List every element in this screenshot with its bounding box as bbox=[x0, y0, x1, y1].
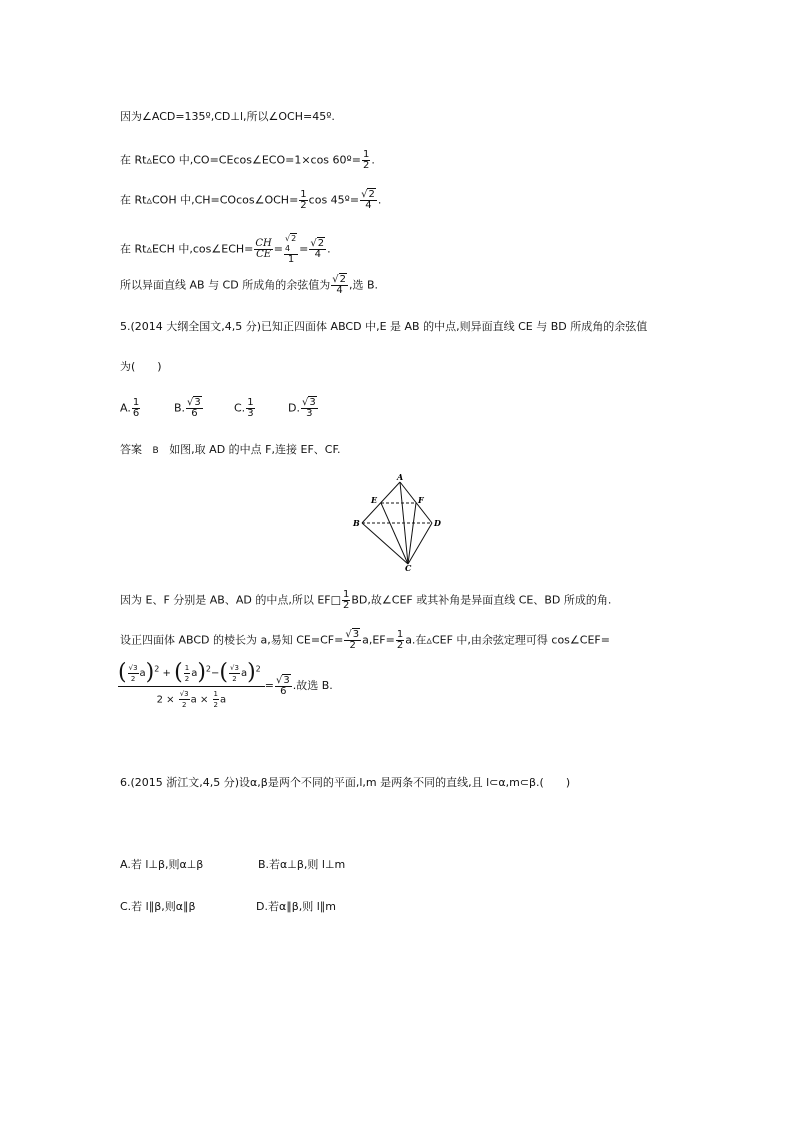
cosine-formula: ( $\frac{√3}{2}$ a)$^2$ + ( $\frac{1}{2}$ a)$^2$−( $\frac{√3}{2}$ a)$^2$ 2 × $\frac{√3}{2}$ a × $\frac{1}{2}$ a = $\frac{√3}{6}$ .故选 B. bbox=[118, 660, 333, 709]
fraction: $\frac{√2}{4}$ bbox=[332, 274, 346, 296]
text-line: 在 Rt▵COH 中,CH=COcos∠OCH= $\frac{1}{2}$ cos 45º= $\frac{√2}{4}$ . bbox=[120, 189, 382, 211]
text-line: 因为 E、F 分别是 AB、AD 的中点,所以 EF□ $\frac{1}{2}$ BD,故∠CEF 或其补角是异面直线 CE、BD 所成的角. bbox=[120, 589, 612, 611]
fraction: √2 4 1 bbox=[284, 234, 297, 265]
fraction: $\frac{√3}{3}$ bbox=[301, 397, 316, 419]
question-5-tail: 为( ) bbox=[120, 360, 162, 373]
fraction: $\frac{√3}{6}$ bbox=[275, 674, 290, 697]
tetrahedron-figure bbox=[350, 472, 446, 572]
q6-option-d: D.若α∥β,则 l∥m bbox=[256, 900, 337, 913]
question-6: 6.(2015 浙江文,4,5 分)设α,β是两个不同的平面,l,m 是两条不同的直线,且 l⊂α,m⊂β.( ) bbox=[120, 776, 571, 789]
label-f: F bbox=[418, 495, 424, 505]
fraction: $\frac{√3}{2}$ bbox=[345, 629, 360, 651]
fraction: $\frac{1}{3}$ bbox=[247, 397, 254, 419]
text-line: 在 Rt▵ECO 中,CO=CEcos∠ECO=1×cos 60º= $\frac{1}{2}$ . bbox=[120, 149, 375, 171]
answer-line: 答案 B 如图,取 AD 的中点 F,连接 EF、CF. bbox=[120, 443, 341, 456]
q6-option-b: B.若α⊥β,则 l⊥m bbox=[258, 858, 346, 871]
text-line: 所以异面直线 AB 与 CD 所成角的余弦值为 $\frac{√2}{4}$ ,选 B. bbox=[120, 274, 379, 296]
formula-numerator: ( $\frac{√3}{2}$ a)$^2$ + ( $\frac{1}{2}$ a)$^2$−( $\frac{√3}{2}$ a)$^2$ bbox=[118, 662, 265, 687]
fraction: $\frac{√2}{4}$ bbox=[310, 238, 325, 260]
q6-option-a: A.若 l⊥β,则α⊥β bbox=[120, 858, 204, 871]
formula-denominator: 2 × $\frac{√3}{2}$ a × $\frac{1}{2}$ a bbox=[156, 690, 227, 709]
fraction: $\frac{CH}{CE}$ bbox=[255, 238, 272, 260]
fraction: $\frac{√3}{6}$ bbox=[187, 397, 201, 419]
question-5: 5.(2014 大纲全国文,4,5 分)已知正四面体 ABCD 中,E 是 AB 的中点,则异面直线 CE 与 BD 所成角的余弦值 bbox=[120, 320, 648, 333]
fraction: $\frac{1}{6}$ bbox=[132, 397, 140, 419]
fraction: $\frac{1}{2}$ bbox=[300, 189, 307, 211]
text-line: 在 Rt▵ECH 中,cos∠ECH= $\frac{CH}{CE}$ = √2 4 1 = $\frac{√2}{4}$ . bbox=[120, 234, 331, 265]
label-e: E bbox=[371, 495, 378, 505]
text-line: 设正四面体 ABCD 的棱长为 a,易知 CE=CF= $\frac{√3}{2}$ a,EF= $\frac{1}{2}$ a.在▵CEF 中,由余弦定理可得 cos∠CEF= bbox=[120, 629, 610, 651]
label-a: A bbox=[397, 472, 404, 482]
label-d: D bbox=[434, 518, 441, 528]
fraction: $\frac{1}{2}$ bbox=[343, 589, 350, 611]
option-b: B. $\frac{√3}{6}$ bbox=[174, 397, 201, 419]
option-d: D. $\frac{√3}{3}$ bbox=[288, 397, 316, 419]
fraction: $\frac{1}{2}$ bbox=[396, 629, 404, 651]
q6-option-c: C.若 l∥β,则α∥β bbox=[120, 900, 196, 913]
fraction: $\frac{√2}{4}$ bbox=[361, 189, 375, 211]
label-b: B bbox=[353, 518, 360, 528]
option-c: C. $\frac{1}{3}$ bbox=[234, 397, 254, 419]
option-a: A. $\frac{1}{6}$ bbox=[120, 397, 140, 419]
fraction: $\frac{1}{2}$ bbox=[362, 149, 370, 171]
text-line: 因为∠ACD=135º,CD⊥l,所以∠OCH=45º. bbox=[120, 110, 335, 123]
label-c: C bbox=[405, 563, 412, 572]
